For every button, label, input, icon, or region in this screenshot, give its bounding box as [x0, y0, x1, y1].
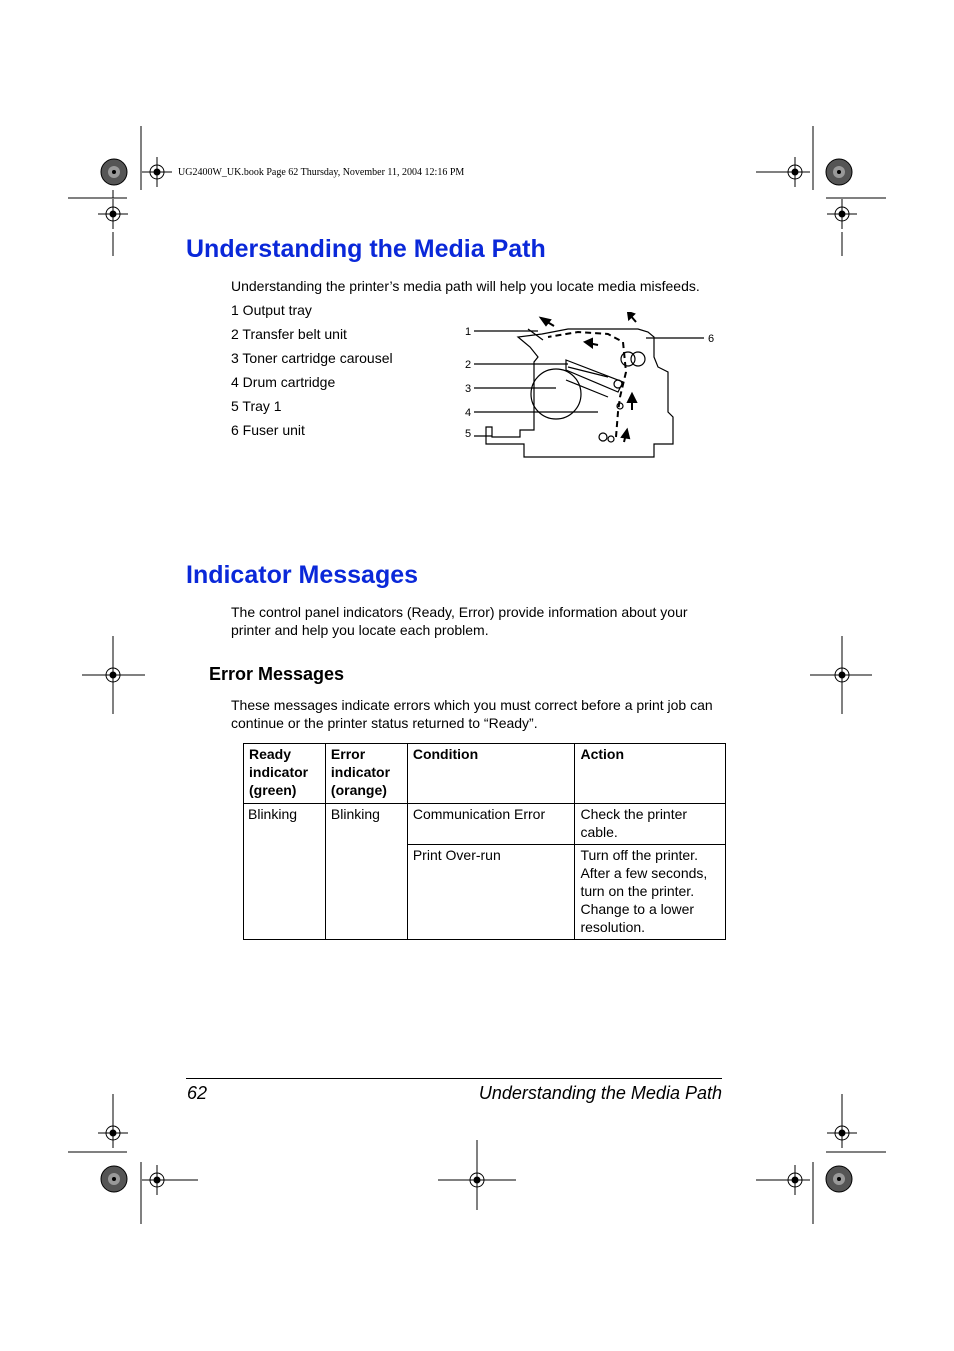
- section-title-media-path: Understanding the Media Path: [186, 235, 546, 263]
- registration-star-icon: [826, 1166, 852, 1192]
- diagram-label-4: 4: [465, 407, 472, 419]
- registration-target-icon: [98, 1118, 128, 1148]
- list-item: 1 Output tray: [231, 302, 312, 318]
- registration-target-icon: [142, 1165, 172, 1195]
- indicator-intro: The control panel indicators (Ready, Error) provide information about your printer and help you locate each problem.: [231, 604, 688, 638]
- media-path-intro: Understanding the printer’s media path will help you locate media misfeeds.: [231, 278, 700, 294]
- list-item: 5 Tray 1: [231, 398, 282, 414]
- print-info: UG2400W_UK.book Page 62 Thursday, November 11, 2004 12:16 PM: [178, 167, 465, 178]
- registration-target-icon: [142, 157, 172, 187]
- registration-target-icon: [780, 1165, 810, 1195]
- diagram-label-3: 3: [465, 383, 472, 395]
- registration-target-icon: [780, 157, 810, 187]
- section-title-indicator-messages: Indicator Messages: [186, 561, 419, 589]
- cell-action: Check the printer cable.: [575, 804, 726, 845]
- cell-condition: Communication Error: [407, 804, 575, 845]
- footer-rule: [186, 1078, 722, 1079]
- list-item: 6 Fuser unit: [231, 422, 305, 438]
- diagram-label-2: 2: [465, 359, 472, 371]
- list-item: 4 Drum cartridge: [231, 374, 336, 390]
- registration-target-icon: [98, 199, 128, 229]
- cell-ready-value: Blinking: [244, 804, 326, 940]
- table-row: [244, 804, 726, 845]
- list-item: 3 Toner cartridge carousel: [231, 350, 393, 366]
- media-path-diagram: [458, 312, 720, 464]
- subsection-title-error-messages: Error Messages: [209, 664, 345, 684]
- registration-star-icon: [101, 159, 127, 185]
- cell-error-value: Blinking: [325, 804, 407, 940]
- cell-condition: Print Over-run: [407, 845, 575, 940]
- page-number: 62: [187, 1083, 208, 1103]
- diagram-label-6: 6: [708, 333, 715, 345]
- diagram-label-5: 5: [465, 428, 472, 440]
- header-ready-indicator: Ready indicator (green): [244, 744, 326, 804]
- header-action: Action: [575, 744, 726, 804]
- list-item: 2 Transfer belt unit: [231, 326, 347, 342]
- footer-title: Understanding the Media Path: [478, 1083, 722, 1103]
- header-error-indicator: Error indicator (orange): [325, 744, 407, 804]
- cell-action: Turn off the printer. After a few seconds, turn on the printer. Change to a lower resolution.: [575, 845, 726, 940]
- table-header-row: [244, 744, 726, 804]
- error-messages-table: [243, 743, 726, 940]
- diagram-label-1: 1: [465, 326, 472, 338]
- registration-star-icon: [826, 159, 852, 185]
- header-condition: Condition: [407, 744, 575, 804]
- error-messages-intro: These messages indicate errors which you must correct before a print job can continue or the printer status returned to “Ready”.: [231, 697, 713, 731]
- registration-star-icon: [101, 1166, 127, 1192]
- registration-target-icon: [827, 1118, 857, 1148]
- registration-target-icon: [827, 199, 857, 229]
